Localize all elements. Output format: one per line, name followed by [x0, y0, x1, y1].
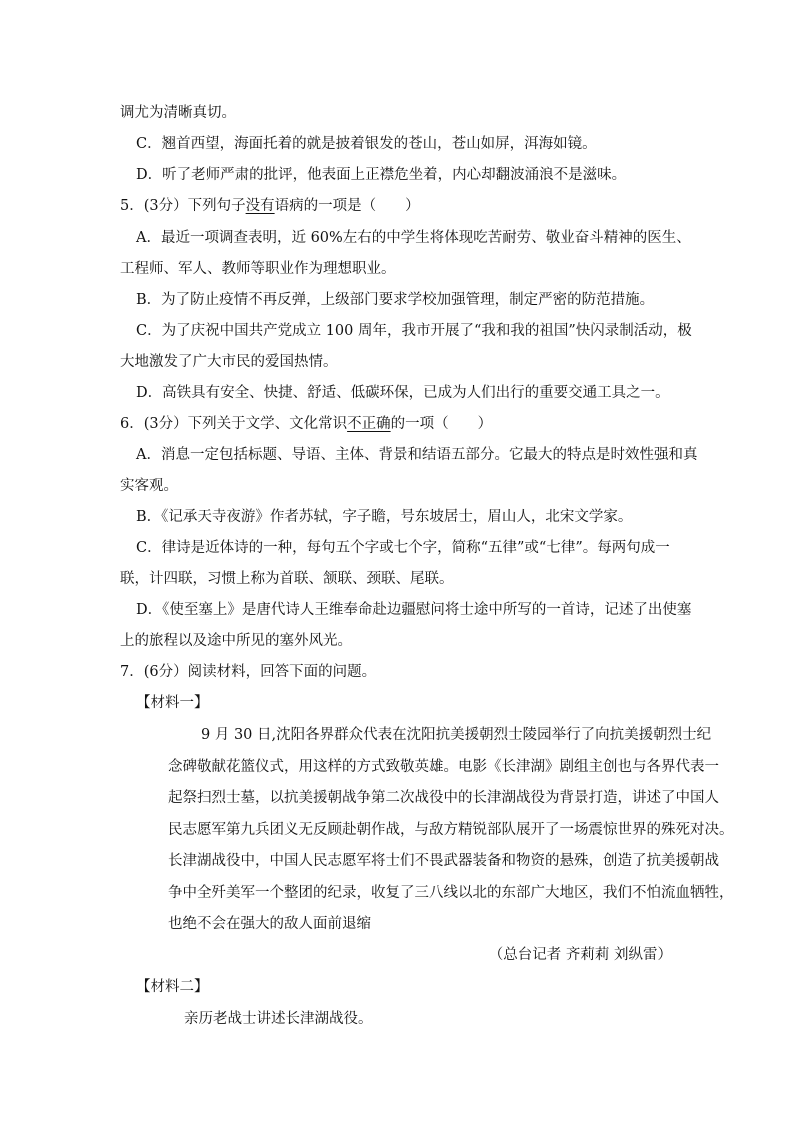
question-6-underlined: 不正确	[347, 416, 391, 432]
question-5-underlined: 没有	[245, 198, 275, 214]
text-line: 调尤为清晰真切。	[120, 105, 236, 121]
question-5	[120, 197, 420, 215]
option-c-q5: C．为了庆祝中国共产党成立 100 周年，我市开展了“我和我的祖国”快闪录制活动，极	[136, 323, 692, 339]
option-c-q6: C．律诗是近体诗的一种，每句五个字或七个字，简称“五律”或“七律”。每两句成一	[136, 540, 670, 556]
option-a-q6: A．消息一定包括标题、导语、主体、背景和结语五部分。它最大的特点是时效性强和真	[136, 447, 698, 463]
text-line: 大地激发了广大市民的爱国热情。	[120, 354, 338, 370]
material-1-text: 争中全歼美军一个整团的纪录，收复了三八线以北的东部广大地区，我们不怕流血牺牲，	[168, 885, 734, 901]
option-a-q5: A．最近一项调查表明，近 60%左右的中学生将体现吃苦耐劳、敬业奋斗精神的医生、	[136, 230, 691, 246]
option-d-q5: D．高铁具有安全、快捷、舒适、低碳环保，已成为人们出行的重要交通工具之一。	[136, 385, 670, 401]
text-line: 联，计四联，习惯上称为首联、颔联、颈联、尾联。	[120, 571, 454, 587]
material-1-text: 念碑敬献花篮仪式，用这样的方式致敬英雄。电影《长津湖》剧组主创也与各界代表一	[168, 759, 719, 775]
question-6	[120, 415, 492, 433]
question-7: 7．(6分）阅读材料，回答下面的问题。	[120, 664, 377, 680]
material-2-text: 亲历老战士讲述长津湖战役。	[184, 1011, 373, 1027]
reporter-credit: （总台记者 齐莉莉 刘纵雷）	[488, 947, 672, 963]
option-b-q5: B．为了防止疫情不再反弹，上级部门要求学校加强管理，制定严密的防范措施。	[136, 292, 655, 308]
material-1-text: 也绝不会在强大的敌人面前退缩	[168, 916, 371, 932]
material-1-text: 民志愿军第九兵团义无反顾赴朝作战，与敌方精锐部队展开了一场震惊世界的殊死对决。	[168, 822, 734, 838]
material-1-heading: 【材料一】	[136, 695, 209, 711]
material-2-heading: 【材料二】	[136, 979, 209, 995]
question-5-suffix: 语病的一项是（ ）	[274, 198, 420, 214]
text-line: 上的旅程以及途中所见的塞外风光。	[120, 633, 352, 649]
material-1-text: 9 月 30 日,沈阳各界群众代表在沈阳抗美援朝烈士陵园举行了向抗美援朝烈士纪	[201, 727, 712, 743]
material-1-text: 长津湖战役中，中国人民志愿军将士们不畏武器装备和物资的悬殊，创造了抗美援朝战	[168, 853, 719, 869]
question-6-prefix: 6．(3分）下列关于文学、文化常识	[120, 416, 348, 432]
option-d-q4: D．听了老师严肃的批评，他表面上正襟危坐着，内心却翻波涌浪不是滋味。	[136, 167, 627, 183]
question-6-suffix: 的一项（ ）	[390, 416, 493, 432]
option-b-q6: B．《记承天寺夜游》作者苏轼，字子瞻，号东坡居士，眉山人，北宋文学家。	[136, 509, 633, 525]
text-line: 实客观。	[120, 478, 178, 494]
option-d-q6: D．《使至塞上》是唐代诗人王维奉命赴边疆慰问将士途中所写的一首诗，记述了出使塞	[136, 602, 692, 618]
text-line: 工程师、军人、教师等职业作为理想职业。	[120, 261, 396, 277]
question-5-prefix: 5．(3分）下列句子	[120, 198, 246, 214]
option-c-q4: C．翘首西望，海面托着的就是披着银发的苍山，苍山如屏，洱海如镜。	[136, 136, 597, 152]
material-1-text: 起祭扫烈士墓，以抗美援朝战争第二次战役中的长津湖战役为背景打造，讲述了中国人	[168, 790, 719, 806]
